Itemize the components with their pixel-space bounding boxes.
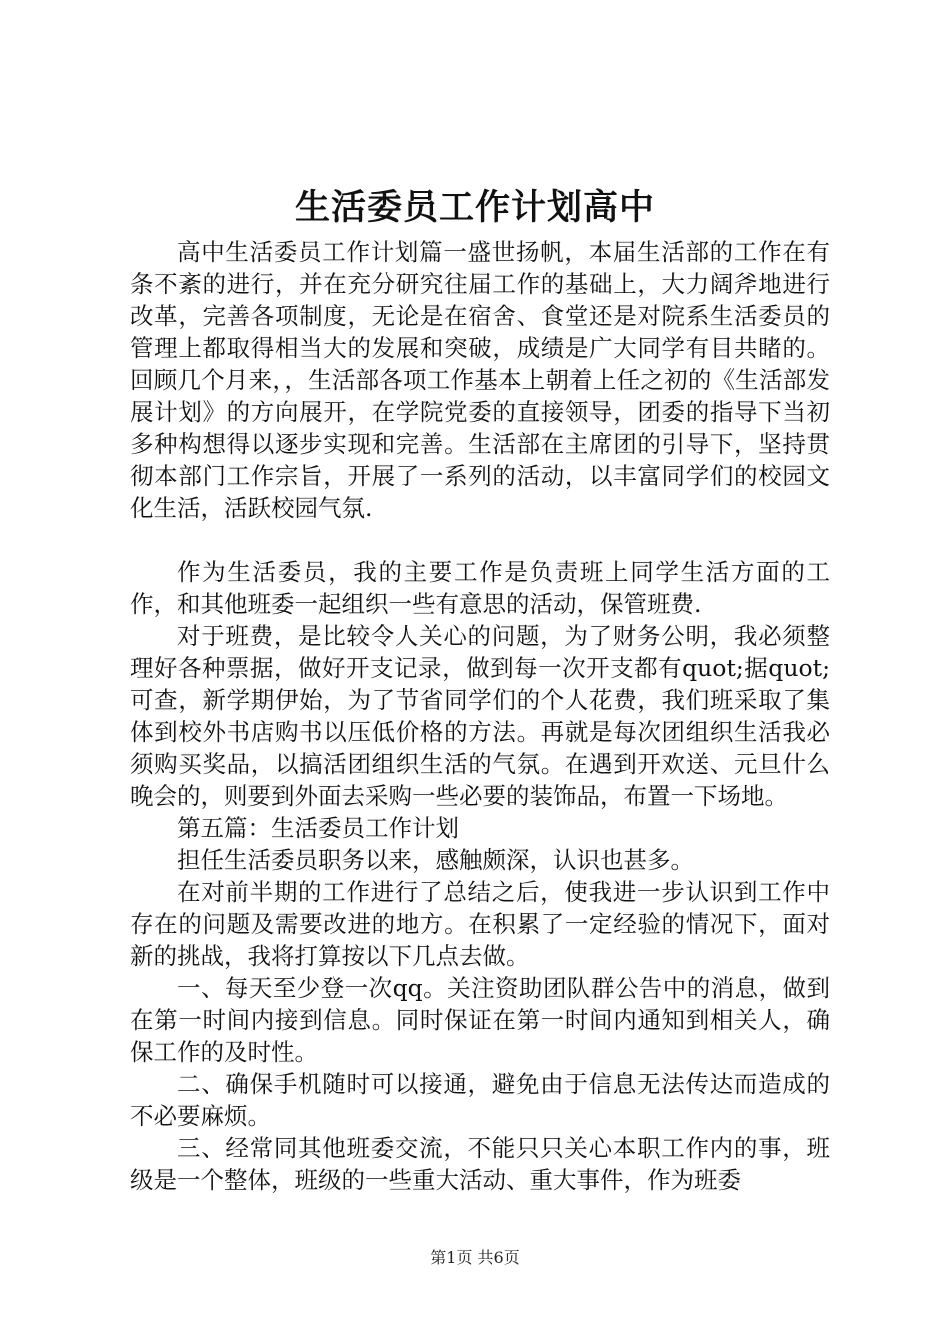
document-body (130, 236, 830, 1196)
paragraph-4: 担任生活委员职务以来，感触颇深，认识也甚多。 (177, 846, 694, 874)
document-title: 生活委员工作计划高中 (294, 187, 655, 228)
paragraph-1: 高中生活委员工作计划篇一盛世扬帆，本届生活部的工作在有条不紊的进行，并在充分研究往届工作的基础上，大力阔斧地进行改革，完善各项制度，无论是在宿舍、食堂还是对院系生活委员的管理上都取得相当大的发展和突破，成绩是广大同学有目共睹的。回顾几个月来，，生活部各项工作基本上朝着上任之初的《生活部发展计划》的方向展开，在学院党委的直接领导，团委的指导下当初多种构想得以逐步实现和完善。生活部在主席团的引导下，坚持贯彻本部门工作宗旨，开展了一系列的活动，以丰富同学们的校园文化生活，活跃校园气氛. (130, 238, 830, 522)
paragraph-5: 在对前半期的工作进行了总结之后，使我进一步认识到工作中存在的问题及需要改进的地方。在积累了一定经验的情况下，面对新的挑战，我将打算按以下几点去做。 (130, 878, 830, 970)
paragraph-8: 三、经常同其他班委交流，不能只只关心本职工作内的事，班级是一个整体，班级的一些重大活动、重大事件，作为班委 (130, 1134, 830, 1194)
paragraph-3: 对于班费，是比较令人关心的问题，为了财务公明，我必须整理好各种票据，做好开支记录，做到每一次开支都有quot;据quot;可查，新学期伊始，为了节省同学们的个人花费，我们班采取了集体到校外书店购书以压低价格的方法。再就是每次团组织生活我必须购买奖品，以搞活团组织生活的气氛。在遇到开欢送、元旦什么晚会的，则要到外面去采购一些必要的装饰品，布置一下场地。 (130, 622, 830, 810)
section-heading: 第五篇：生活委员工作计划 (177, 814, 459, 842)
page-footer: 第1页 共6页 (430, 1248, 520, 1267)
paragraph-2: 作为生活委员，我的主要工作是负责班上同学生活方面的工作，和其他班委一起组织一些有意思的活动，保管班费. (130, 558, 830, 618)
paragraph-spacer (130, 524, 830, 556)
paragraph-7: 二、确保手机随时可以接通，避免由于信息无法传达而造成的不必要麻烦。 (130, 1070, 830, 1130)
paragraph-6: 一、每天至少登一次qq。关注资助团队群公告中的消息，做到在第一时间内接到信息。同时保证在第一时间内通知到相关人，确保工作的及时性。 (130, 974, 830, 1066)
